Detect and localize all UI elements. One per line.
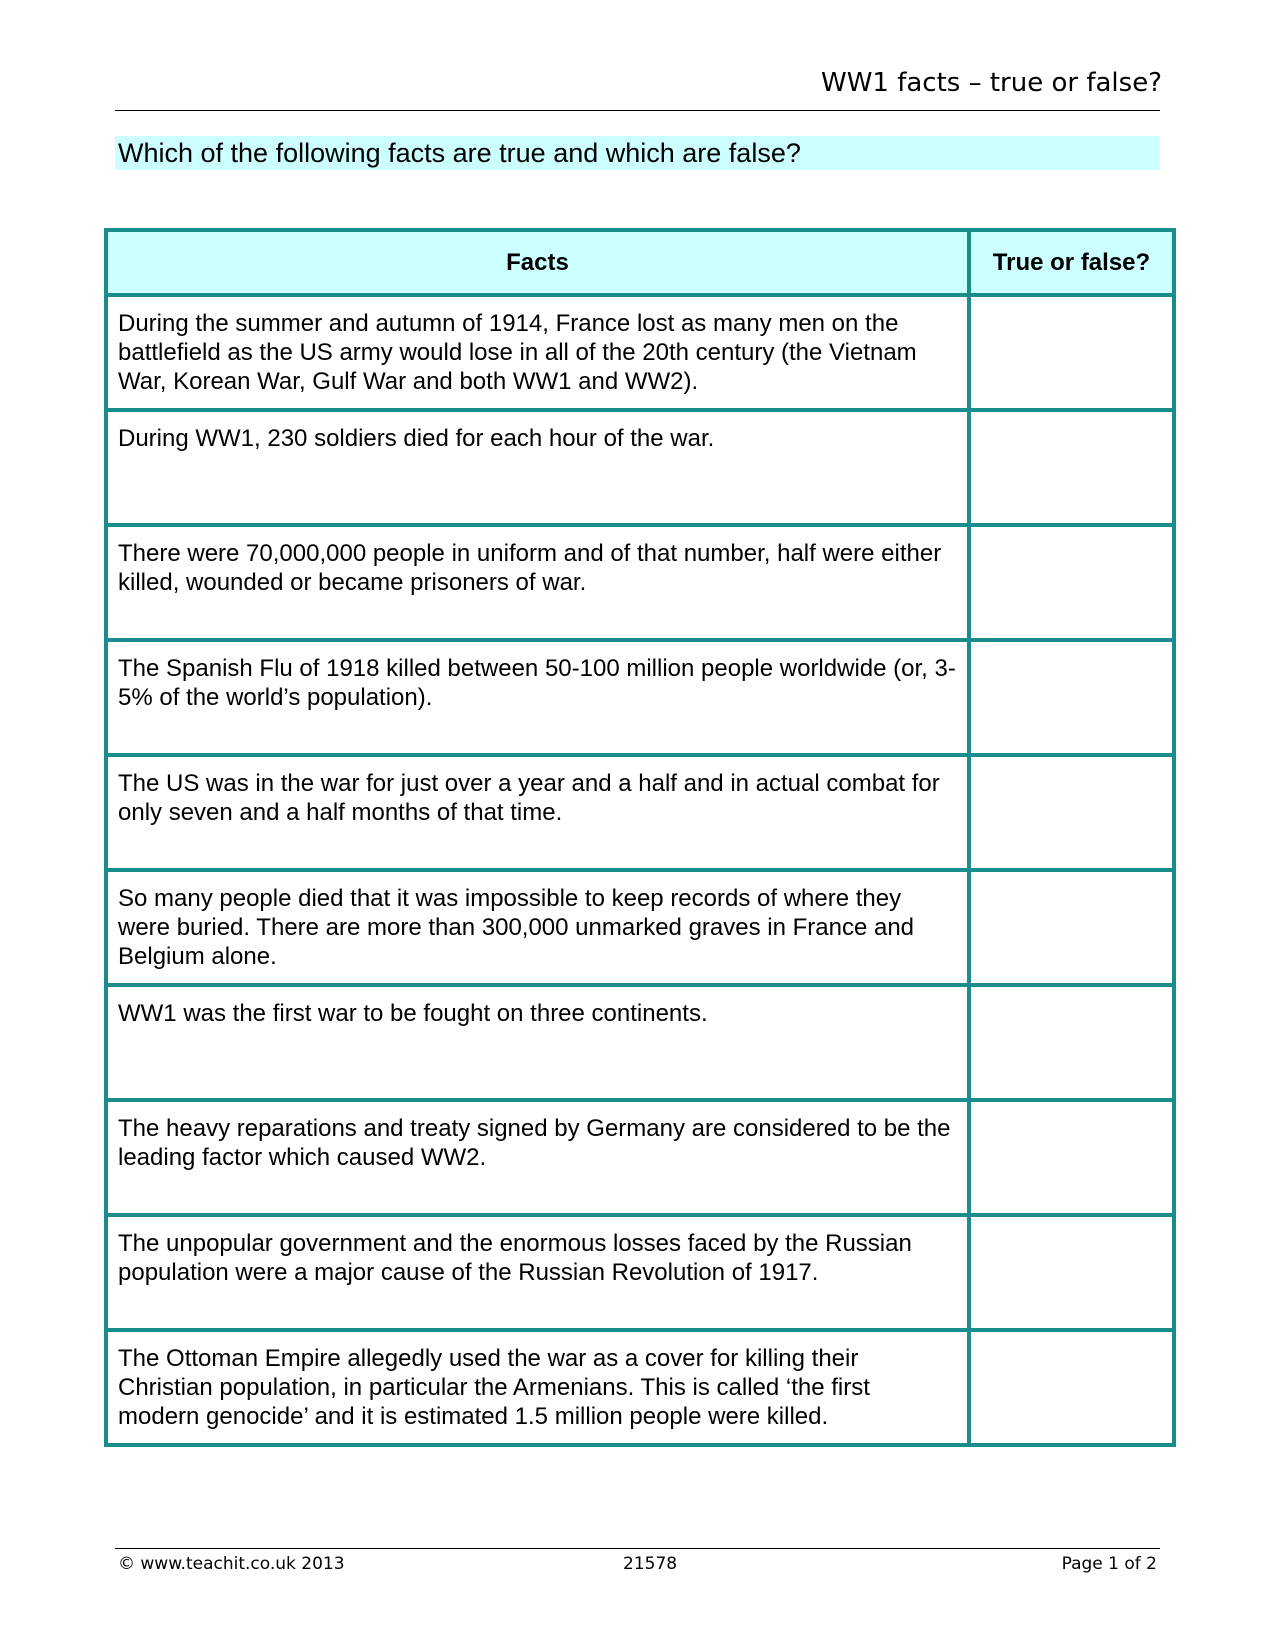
footer-resource-code: 21578 [623,1554,678,1574]
page-header-title: WW1 facts – true or false? [820,68,1162,98]
fact-cell: There were 70,000,000 people in uniform and of that number, half were either killed, wounded or became prisoners of war. [106,525,969,640]
answer-cell[interactable] [969,295,1174,410]
fact-cell: During WW1, 230 soldiers died for each hour of the war. [106,410,969,525]
table-row [106,525,1174,640]
header-divider [115,110,1160,111]
answer-cell[interactable] [969,410,1174,525]
fact-cell: The Ottoman Empire allegedly used the war as a cover for killing their Christian population, in particular the Armenians. This is called ‘the first modern genocide’ and it is estimated 1.5 million people were killed. [106,1330,969,1445]
footer-divider [115,1548,1160,1549]
table-row [106,870,1174,985]
answer-cell[interactable] [969,870,1174,985]
answer-cell[interactable] [969,1330,1174,1445]
table-row [106,755,1174,870]
footer-copyright: © www.teachit.co.uk 2013 [118,1554,345,1574]
table-header-row [106,230,1174,295]
question-banner: Which of the following facts are true and which are false? [115,136,1160,170]
answer-cell[interactable] [969,755,1174,870]
table-row [106,1215,1174,1330]
table-row [106,295,1174,410]
table-row [106,1100,1174,1215]
column-header-true-or-false: True or false? [969,230,1174,295]
footer-page-number: Page 1 of 2 [1061,1554,1157,1574]
fact-cell: The US was in the war for just over a year and a half and in actual combat for only seven and a half months of that time. [106,755,969,870]
fact-cell: The heavy reparations and treaty signed by Germany are considered to be the leading factor which caused WW2. [106,1100,969,1215]
fact-cell: So many people died that it was impossible to keep records of where they were buried. There are more than 300,000 unmarked graves in France and Belgium alone. [106,870,969,985]
fact-cell: The Spanish Flu of 1918 killed between 50-100 million people worldwide (or, 3-5% of the world’s population). [106,640,969,755]
column-header-facts: Facts [106,230,969,295]
facts-table [104,228,1176,1447]
answer-cell[interactable] [969,1100,1174,1215]
table-row [106,640,1174,755]
table-row [106,410,1174,525]
answer-cell[interactable] [969,985,1174,1100]
fact-cell: WW1 was the first war to be fought on three continents. [106,985,969,1100]
answer-cell[interactable] [969,525,1174,640]
fact-cell: The unpopular government and the enormous losses faced by the Russian population were a major cause of the Russian Revolution of 1917. [106,1215,969,1330]
table-row [106,985,1174,1100]
table-row [106,1330,1174,1445]
fact-cell: During the summer and autumn of 1914, France lost as many men on the battlefield as the US army would lose in all of the 20th century (the Vietnam War, Korean War, Gulf War and both WW1 and WW2). [106,295,969,410]
answer-cell[interactable] [969,1215,1174,1330]
answer-cell[interactable] [969,640,1174,755]
